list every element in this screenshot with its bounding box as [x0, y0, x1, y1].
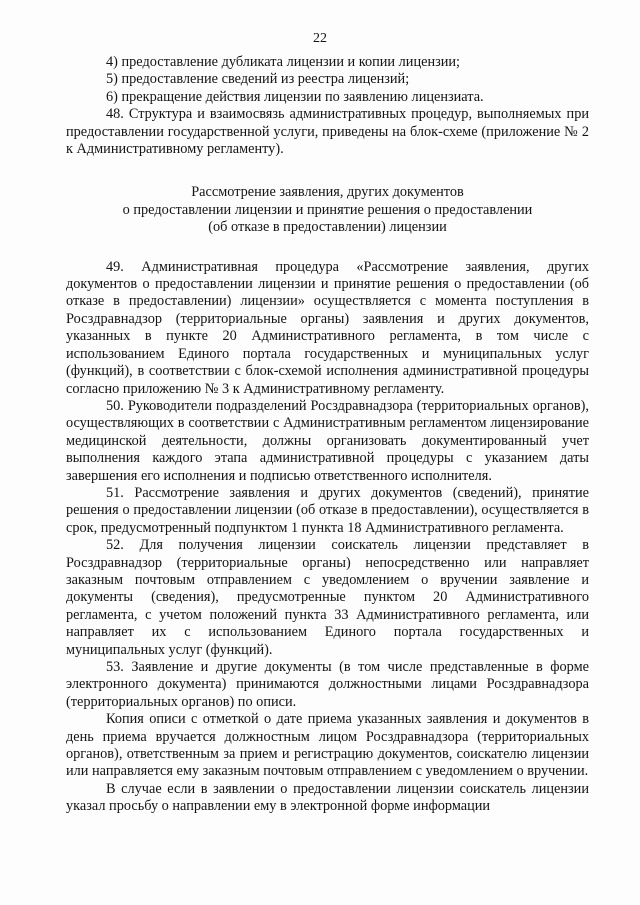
paragraph-50: 50. Руководители подразделений Росздравнадзора (территориальных органов), осуществляющих в соответствии с Административным регламентом лицензирование медицинской деятельности, должны организовать документированный учет выполнения каждого этапа административной процедуры с указанием даты завершения его исполнения и подписью ответственного исполнителя. [66, 397, 589, 484]
paragraph-copy-receipt: Копия описи с отметкой о дате приема указанных заявления и документов в день приема вручается должностным лицом Росздравнадзора (территориальных органов), ответственным за прием и регистрацию документов, соискателю лицензии или направляется ему заказным почтовым отправлением с уведомлением о вручении. [66, 711, 589, 780]
list-item-5: 5) предоставление сведений из реестра лицензий; [106, 71, 410, 88]
page-number: 22 [313, 31, 327, 46]
list-item-4: 4) предоставление дубликата лицензии и копии лицензии; [106, 54, 461, 70]
document-body [66, 54, 589, 816]
paragraph-48: 48. Структура и взаимосвязь административных процедур, выполняемых при предоставлении государственной услуги, приведены на блок-схеме (приложение № 2 к Административному регламенту). [66, 106, 589, 158]
paragraph-52: 52. Для получения лицензии соискатель лицензии представляет в Росздравнадзор (территориальные органы) непосредственно или направляет заказным почтовым отправлением с уведомлением о вручении заявление и документы (сведения), предусмотренные пунктом 20 Административного регламента, с учетом положений пункта 33 Административного регламента, или направляет их с использованием Единого портала государственных и муниципальных услуг (функций). [66, 537, 589, 658]
paragraph-53: 53. Заявление и другие документы (в том числе представленные в форме электронного документа) принимаются должностными лицами Росздравнадзора (территориальных органов) по описи. [66, 659, 589, 710]
list-item-6: 6) прекращение действия лицензии по заявлению лицензиата. [106, 88, 484, 105]
heading-line-2: о предоставлении лицензии и принятие решения о предоставлении [122, 201, 533, 218]
paragraph-51: 51. Рассмотрение заявления и других документов (сведений), принятие решения о предоставлении лицензии (об отказе в предоставлении), осуществляется в срок, предусмотренный подпунктом 1 пункта 18 Административного регламента. [66, 484, 589, 536]
heading-line-1: Рассмотрение заявления, других документов [191, 184, 464, 201]
heading-line-3: (об отказе в предоставлении) лицензии [208, 219, 447, 236]
section-heading [66, 184, 589, 236]
paragraph-electronic-request: В случае если в заявлении о предоставлении лицензии соискатель лицензии указал просьбу о направлении ему в электронной форме информации [66, 780, 589, 815]
paragraph-49: 49. Административная процедура «Рассмотрение заявления, других документов о предоставлении лицензии и принятие решения о предоставлении (об отказе в предоставлении) лицензии» осуществляется с момента поступления в Росздравнадзор (территориальные органы) заявления и других документов, указанных в пункте 20 Административного регламента, в том числе с использованием Единого портала государственных и муниципальных услуг (функций), в соответствии с блок-схемой исполнения административной процедуры согласно приложению № 3 к Административному регламенту. [66, 258, 589, 397]
